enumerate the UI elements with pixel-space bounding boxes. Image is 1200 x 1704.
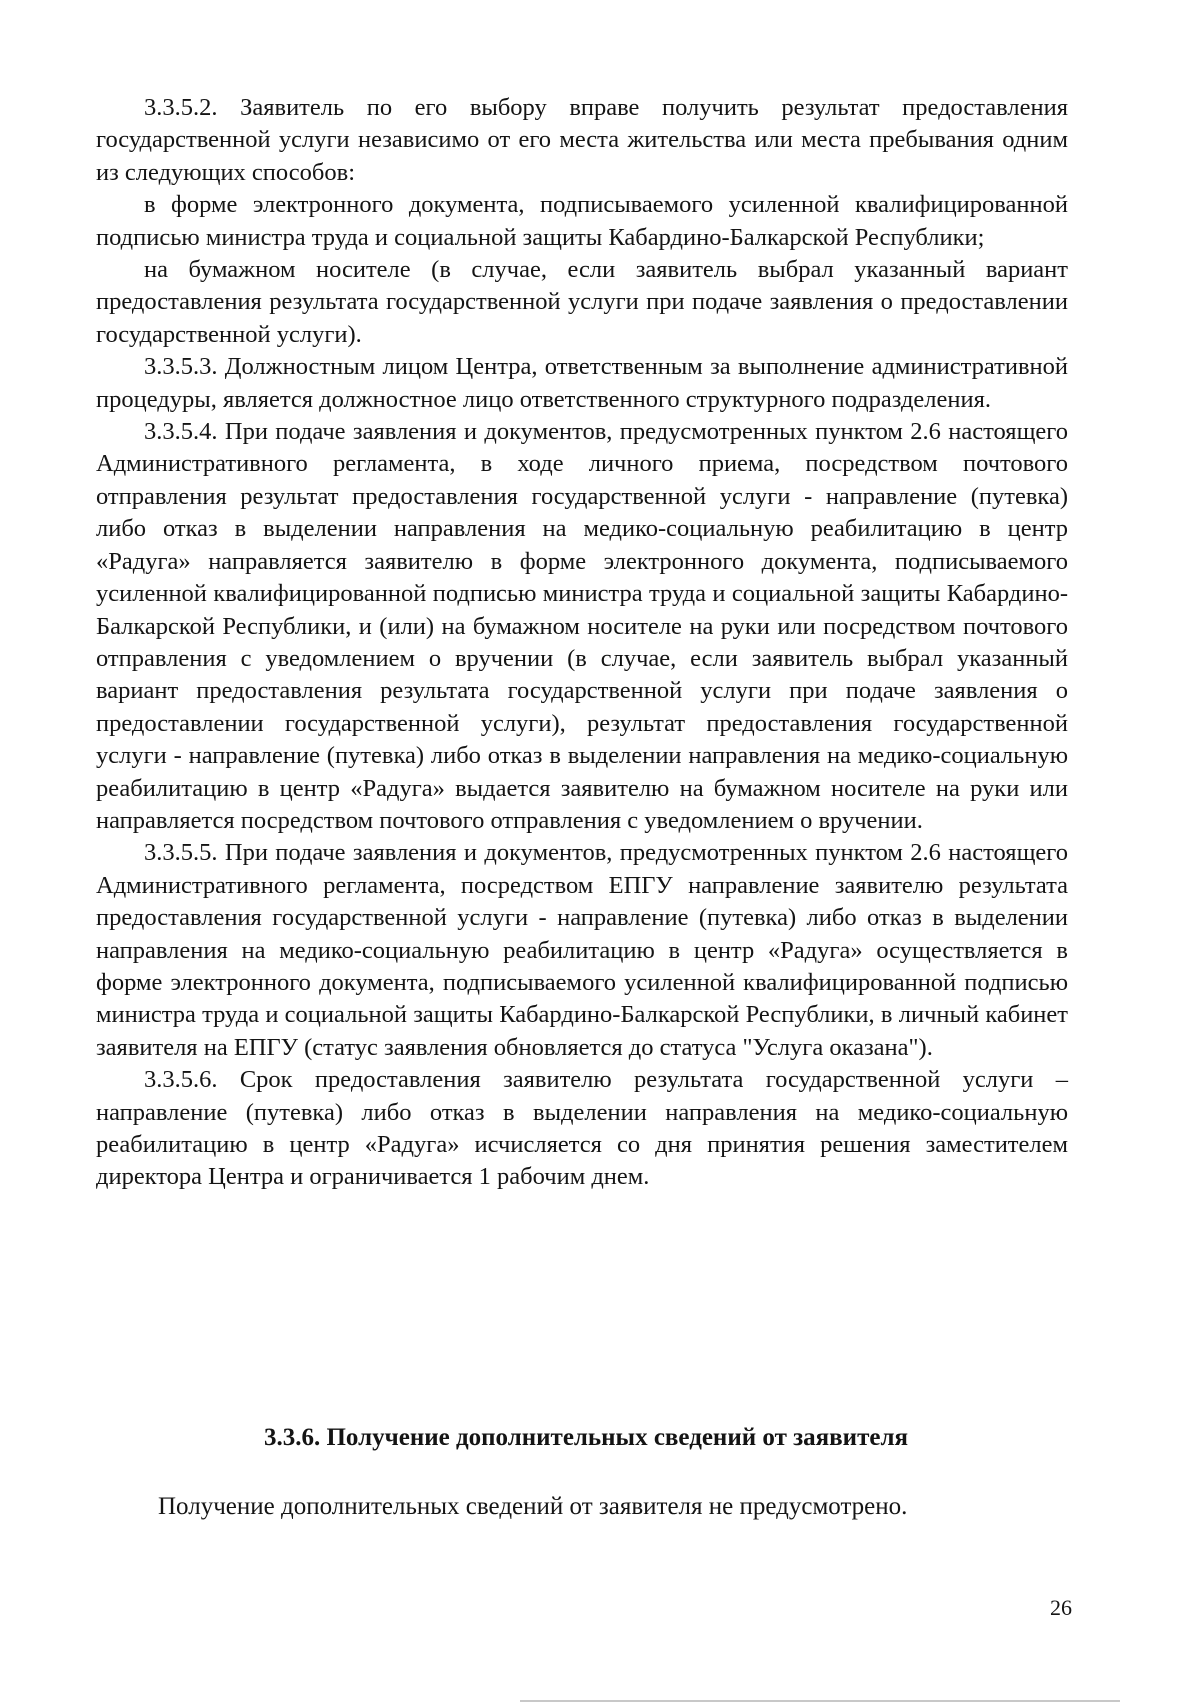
paragraph-electronic-option: в форме электронного документа, подписываемого усиленной квалифицированной подписью министра труда и социальной защиты Кабардино-Балкарской Республики; [96,191,1068,251]
paragraph-paper-option: на бумажном носителе (в случае, если заявитель выбрал указанный вариант предоставления результата государственной услуги при подаче заявления о предоставлении государственной услуги). [96,256,1068,348]
page-number: 26 [1050,1595,1072,1620]
paragraph-3-3-5-5: 3.3.5.5. При подаче заявления и документов, предусмотренных пунктом 2.6 настоящего Административного регламента, посредством ЕПГУ направление заявителю результата предоставления государственной услуги - направление (путевка) либо отказ в выделении направления на медико-социальную реабилитацию в центр «Радуга» осуществляется в форме электронного документа, подписываемого усиленной квалифицированной подписью министра труда и социальной защиты Кабардино-Балкарской Республики, в личный кабинет заявителя на ЕПГУ (статус заявления обновляется до статуса "Услуга оказана"). [96,839,1068,1061]
document-body [96,92,1068,1194]
paragraph-3-3-5-2: 3.3.5.2. Заявитель по его выбору вправе получить результат предоставления государственной услуги независимо от его места жительства или места пребывания одним из следующих способов: [96,94,1068,186]
section-heading: 3.3.6. Получение дополнительных сведений от заявителя [263,1424,909,1451]
paragraph-3-3-5-6: 3.3.5.6. Срок предоставления заявителю результата государственной услуги – направление (путевка) либо отказ в выделении направления на медико-социальную реабилитацию в центр «Радуга» исчисляется со дня принятия решения заместителем директора Центра и ограничивается 1 рабочим днем. [96,1066,1068,1191]
paragraph-3-3-5-3: 3.3.5.3. Должностным лицом Центра, ответственным за выполнение административной процедуры, является должностное лицо ответственного структурного подразделения. [96,353,1068,413]
paragraph-3-3-5-4: 3.3.5.4. При подаче заявления и документов, предусмотренных пунктом 2.6 настоящего Административного регламента, в ходе личного приема, посредством почтового отправления результат предоставления государственной услуги - направление (путевка) либо отказ в выделении направления на медико-социальную реабилитацию в центр «Радуга» направляется заявителю в форме электронного документа, подписываемого усиленной квалифицированной подписью министра труда и социальной защиты Кабардино-Балкарской Республики, и (или) на бумажном носителе на руки или посредством почтового отправления с уведомлением о вручении (в случае, если заявитель выбрал указанный вариант предоставления результата государственной услуги при подаче заявления о предоставлении государственной услуги), результат предоставления государственной услуги - направление (путевка) либо отказ в выделении направления на медико-социальную реабилитацию в центр «Радуга» выдается заявителю на бумажном носителе на руки или направляется посредством почтового отправления с уведомлением о вручении. [96,418,1068,834]
scan-edge-divider [520,1700,1120,1702]
section-text: Получение дополнительных сведений от заявителя не предусмотрено. [158,1493,908,1520]
